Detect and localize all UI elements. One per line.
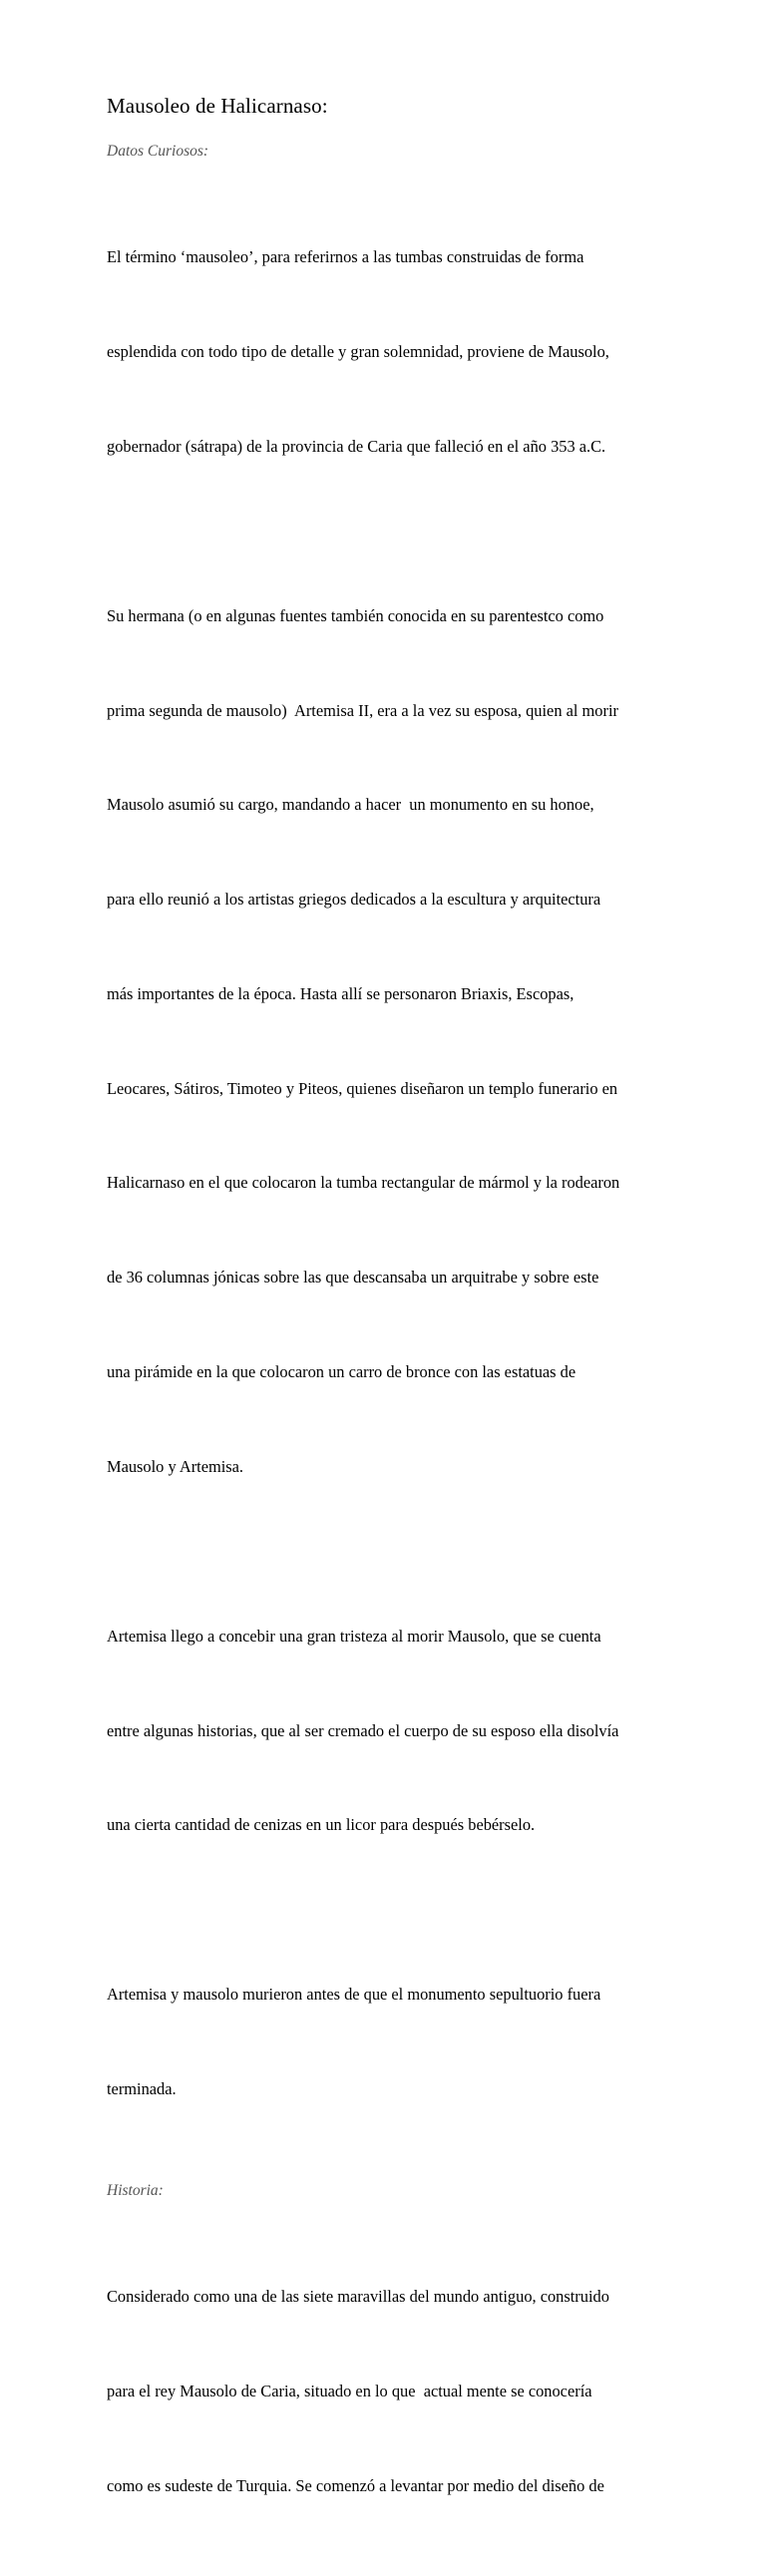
text-line: El término ‘mausoleo’, para referirnos a las tumbas construidas de forma: [107, 247, 584, 267]
paragraph-artemisa-monument: [107, 538, 670, 1546]
text-line: terminada.: [107, 2079, 177, 2099]
text-line: para ello reunió a los artistas griegos dedicados a la escultura y arquitectura: [107, 890, 601, 910]
text-line: como es sudeste de Turquia. Se comenzó a levantar por medio del diseño de: [107, 2475, 604, 2495]
paragraph-mausoleo-term: [107, 179, 670, 526]
text-line: Su hermana (o en algunas fuentes también conocida en su parentestco como: [107, 605, 604, 625]
section-heading-datos-curiosos: Datos Curiosos:: [107, 143, 209, 160]
text-line: una cierta cantidad de cenizas en un licor para después bebérselo.: [107, 1815, 536, 1835]
text-line: esplendida con todo tipo de detalle y gran solemnidad, proviene de Mausolo,: [107, 341, 609, 361]
text-line: una pirámide en la que colocaron un carro de bronce con las estatuas de: [107, 1361, 576, 1381]
paragraph-death-before-completion: [107, 1916, 670, 2168]
text-line: para el rey Mausolo de Caria, situado en lo que actual mente se conocería: [107, 2381, 592, 2400]
document-page: [107, 91, 670, 2576]
text-line: gobernador (sátrapa) de la provincia de Caria que falleció en el año 353 a.C.: [107, 436, 606, 456]
section-heading-historia: Historia:: [107, 2181, 164, 2199]
text-line: prima segunda de mausolo) Artemisa II, era a la vez su esposa, quien al morir: [107, 700, 618, 720]
document-title: Mausoleo de Halicarnaso:: [107, 94, 328, 118]
text-line: entre algunas historias, que al ser cremado el cuerpo de su esposo ella disolvía: [107, 1720, 619, 1740]
paragraph-artemisa-grief: [107, 1558, 670, 1905]
text-line: más importantes de la época. Hasta allí se personaron Briaxis, Escopas,: [107, 983, 574, 1003]
text-line: Artemisa llego a concebir una gran tristeza al morir Mausolo, que se cuenta: [107, 1626, 601, 1646]
text-line: Mausolo y Artemisa.: [107, 1456, 244, 1476]
text-line: Artemisa y mausolo murieron antes de que el monumento sepultuorio fuera: [107, 1985, 601, 2005]
text-line: Halicarnaso en el que colocaron la tumba rectangular de mármol y la rodearon: [107, 1173, 620, 1193]
text-line: de 36 columnas jónicas sobre las que descansaba un arquitrabe y sobre este: [107, 1268, 599, 1288]
text-line: Leocares, Sátiros, Timoteo y Piteos, quienes diseñaron un templo funerario en: [107, 1078, 618, 1098]
text-line: Considerado como una de las siete maravillas del mundo antiguo, construido: [107, 2287, 609, 2306]
text-line: Mausolo asumió su cargo, mandando a hacer un monumento en su honoe,: [107, 795, 594, 815]
paragraph-historia: [107, 2218, 670, 2565]
